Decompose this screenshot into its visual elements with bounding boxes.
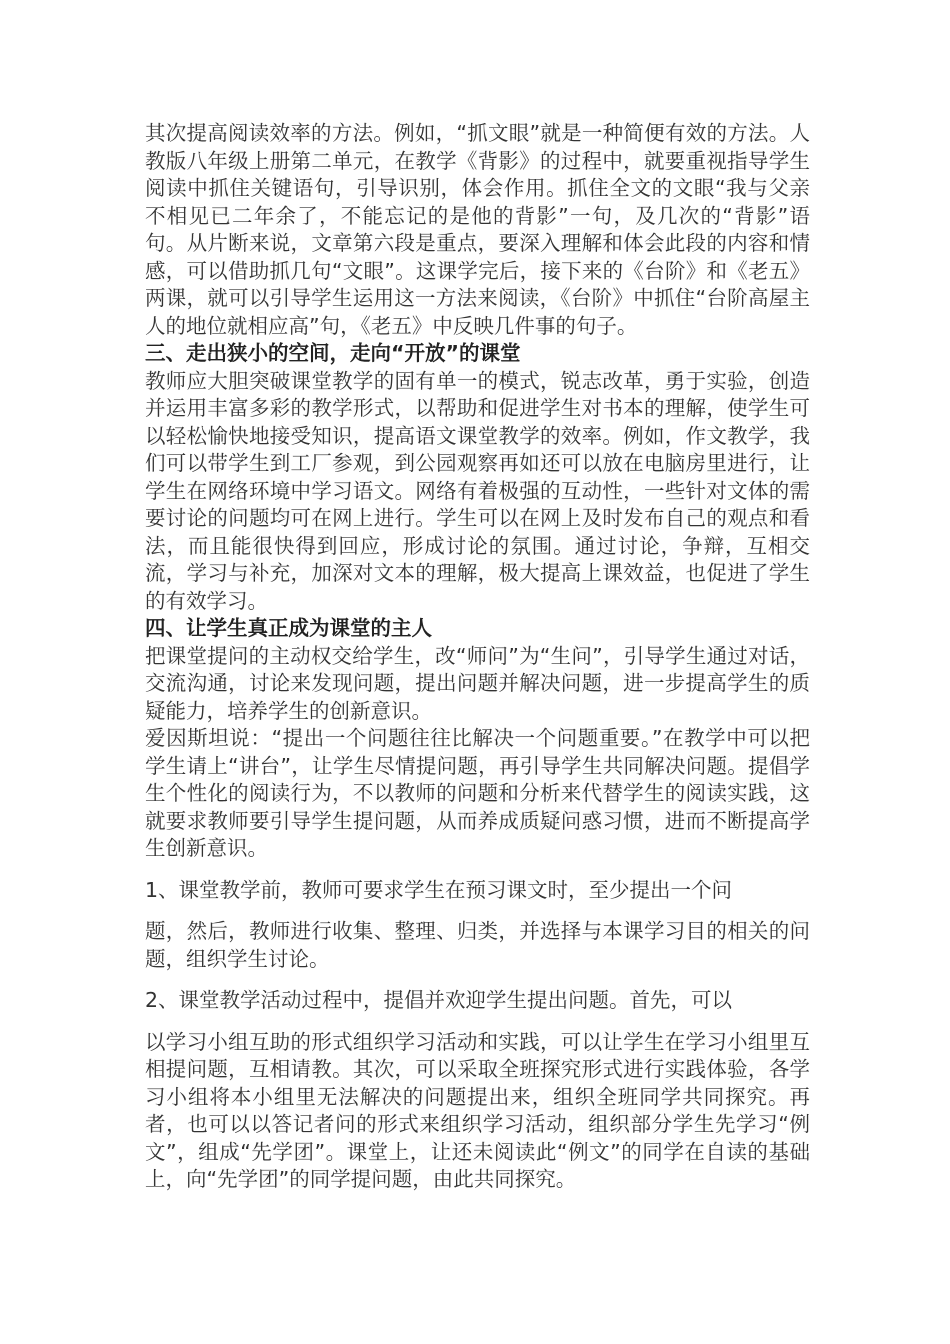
list-item-1: [145, 877, 810, 974]
list-item-2: [145, 987, 810, 1194]
paragraph-open-classroom: 教师应大胆突破课堂教学的固有单一的模式，锐志改革，勇于实验，创造并运用丰富多彩的教学形式，以帮助和促进学生对书本的理解，使学生可以轻松愉快地接受知识，提高语文课堂教学的效率。例如，作文教学，我们可以带学生到工厂参观，到公园观察再如还可以放在电脑房里进行，让学生在网络环境中学习语文。网络有着极强的互动性，一些针对文体的需要讨论的问题均可在网上进行。学生可以在网上及时发布自己的观点和看法，而且能很快得到回应，形成讨论的氛围。通过讨论，争辩，互相交流，学习与补充，加深对文本的理解，极大提高上课效益，也促进了学生的有效学习。: [145, 368, 810, 613]
paragraph-student-questions: 把课堂提问的主动权交给学生，改“师问”为“生问”，引导学生通过对话，交流沟通，讨论来发现问题，提出问题并解决问题，进一步提高学生的质疑能力，培养学生的创新意识。: [145, 643, 810, 723]
list-item-1-body: 题，然后，教师进行收集、整理、归类，并选择与本课学习目的相关的问题，组织学生讨论。: [145, 919, 810, 971]
paragraph-reading-efficiency: 其次提高阅读效率的方法。例如，“抓文眼”就是一种简便有效的方法。人教版八年级上册第二单元，在教学《背影》的过程中，就要重视指导学生阅读中抓住关键语句，引导识别，体会作用。抓住全文的文眼“我与父亲不相见已二年余了，不能忘记的是他的背影”一句，及几次的“背影”语句。从片断来说，文章第六段是重点，要深入理解和体会此段的内容和情感，可以借助抓几句“文眼”。这课学完后，接下来的《台阶》和《老五》两课，就可以引导学生运用这一方法来阅读，《台阶》中抓住“台阶高屋主人的地位就相应高”句，《老五》中反映几件事的句子。: [145, 121, 810, 338]
list-item-1-first-line: 1、课堂教学前，教师可要求学生在预习课文时，至少提出一个问: [145, 877, 733, 902]
list-item-2-first-line: 2、课堂教学活动过程中，提倡并欢迎学生提出问题。首先，可以: [145, 988, 733, 1012]
section-heading-student-master: 四、让学生真正成为课堂的主人: [145, 616, 432, 640]
document-page: [145, 120, 810, 1194]
list-item-2-body: 以学习小组互助的形式组织学习活动和实践，可以让学生在学习小组里互相提问题，互相请教。其次，可以采取全班探究形式进行实践体验，各学习小组将本小组里无法解决的问题提出来，组织全班同学共同探究。再者，也可以以答记者问的形式来组织学习活动，组织部分学生先学习“例文”，组成“先学团”。课堂上，让还未阅读此“例文”的同学在自读的基础上，向“先学团”的同学提问题，由此共同探究。: [145, 1029, 810, 1191]
section-heading-open-classroom: 三、走出狭小的空间，走向“开放”的课堂: [145, 341, 521, 365]
paragraph-einstein-quote: 爱因斯坦说：“提出一个问题往往比解决一个问题重要。”在教学中可以把学生请上“讲台”，让学生尽情提问题，再引导学生共同解决问题。提倡学生个性化的阅读行为，不以教师的问题和分析来代替学生的阅读实践，这就要求教师要引导学生提问题，从而养成质疑问惑习惯，进而不断提高学生创新意识。: [145, 726, 810, 860]
